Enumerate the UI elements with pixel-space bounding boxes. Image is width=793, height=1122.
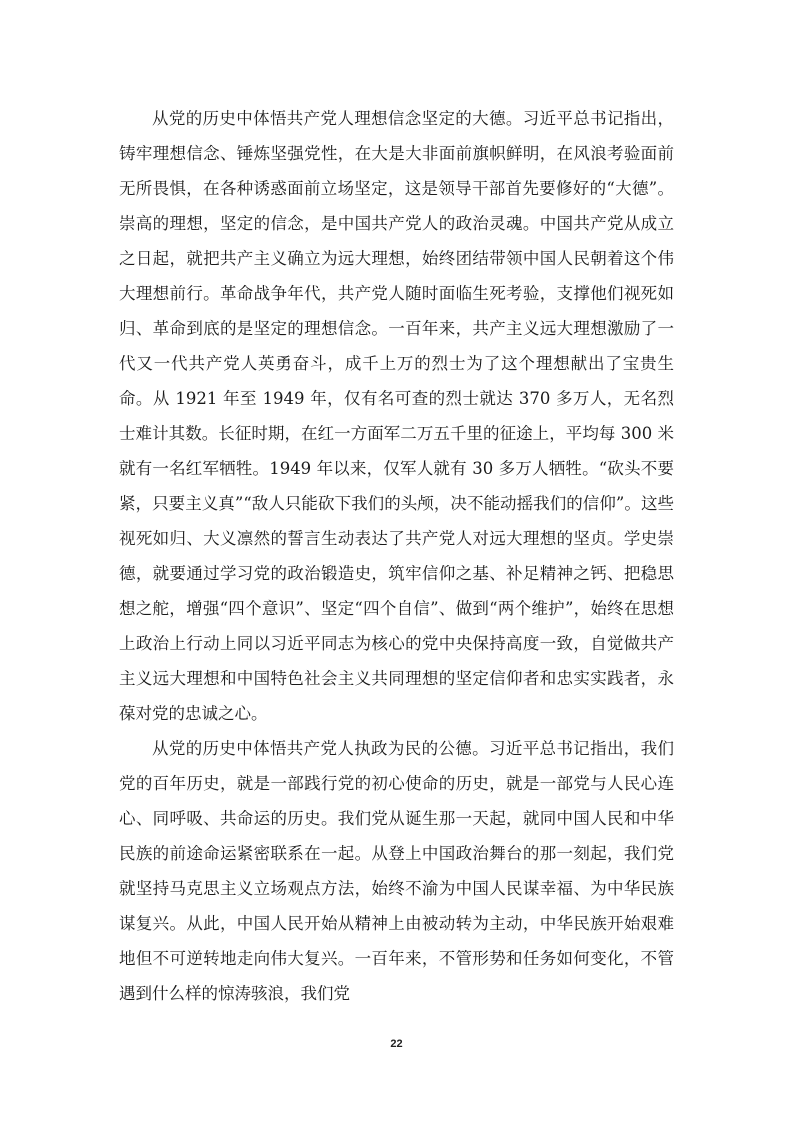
paragraph-2: 从党的历史中体悟共产党人执政为民的公德。习近平总书记指出，我们党的百年历史，就是一部践行党的初心使命的历史，就是一部党与人民心连心、同呼吸、共命运的历史。我们党从诞生那一天起，就同中国人民和中华民族的前途命运紧密联系在一起。从登上中国政治舞台的那一刻起，我们党就坚持马克思主义立场观点方法，始终不渝为中国人民谋幸福、为中华民族谋复兴。从此，中国人民开始从精神上由被动转为主动，中华民族开始艰难地但不可逆转地走向伟大复兴。一百年来，不管形势和任务如何变化，不管遇到什么样的惊涛骇浪，我们党	[119, 739, 674, 1003]
paragraph-1: 从党的历史中体悟共产党人理想信念坚定的大德。习近平总书记指出，铸牢理想信念、锤炼坚强党性，在大是大非面前旗帜鲜明，在风浪考验面前无所畏惧，在各种诱惑面前立场坚定，这是领导干部首先要修好的“大德”。崇高的理想，坚定的信念，是中国共产党人的政治灵魂。中国共产党从成立之日起，就把共产主义确立为远大理想，始终团结带领中国人民朝着这个伟大理想前行。革命战争年代，共产党人随时面临生死考验，支撑他们视死如归、革命到底的是坚定的理想信念。一百年来，共产主义远大理想激励了一代又一代共产党人英勇奋斗，成千上万的烈士为了这个理想献出了宝贵生命。从 1921 年至 1949 年，仅有名可查的烈士就达 370 多万人，无名烈士难计其数。长征时期，在红一方面军二万五千里的征途上，平均每 300 米就有一名红军牺牲。1949 年以来，仅军人就有 30 多万人牺牲。“砍头不要紧，只要主义真”“敌人只能砍下我们的头颅，决不能动摇我们的信仰”。这些视死如归、大义凛然的誓言生动表达了共产党人对远大理想的坚贞。学史崇德，就要通过学习党的政治锻造史，筑牢信仰之基、补足精神之钙、把稳思想之舵，增强“四个意识”、坚定“四个自信”、做到“两个维护”，始终在思想上政治上行动上同以习近平同志为核心的党中央保持高度一致，自觉做共产主义远大理想和中国特色社会主义共同理想的坚定信仰者和忠实实践者，永葆对党的忠诚之心。	[119, 109, 674, 723]
page-number: 22	[390, 1038, 403, 1050]
body-text	[119, 101, 674, 1011]
